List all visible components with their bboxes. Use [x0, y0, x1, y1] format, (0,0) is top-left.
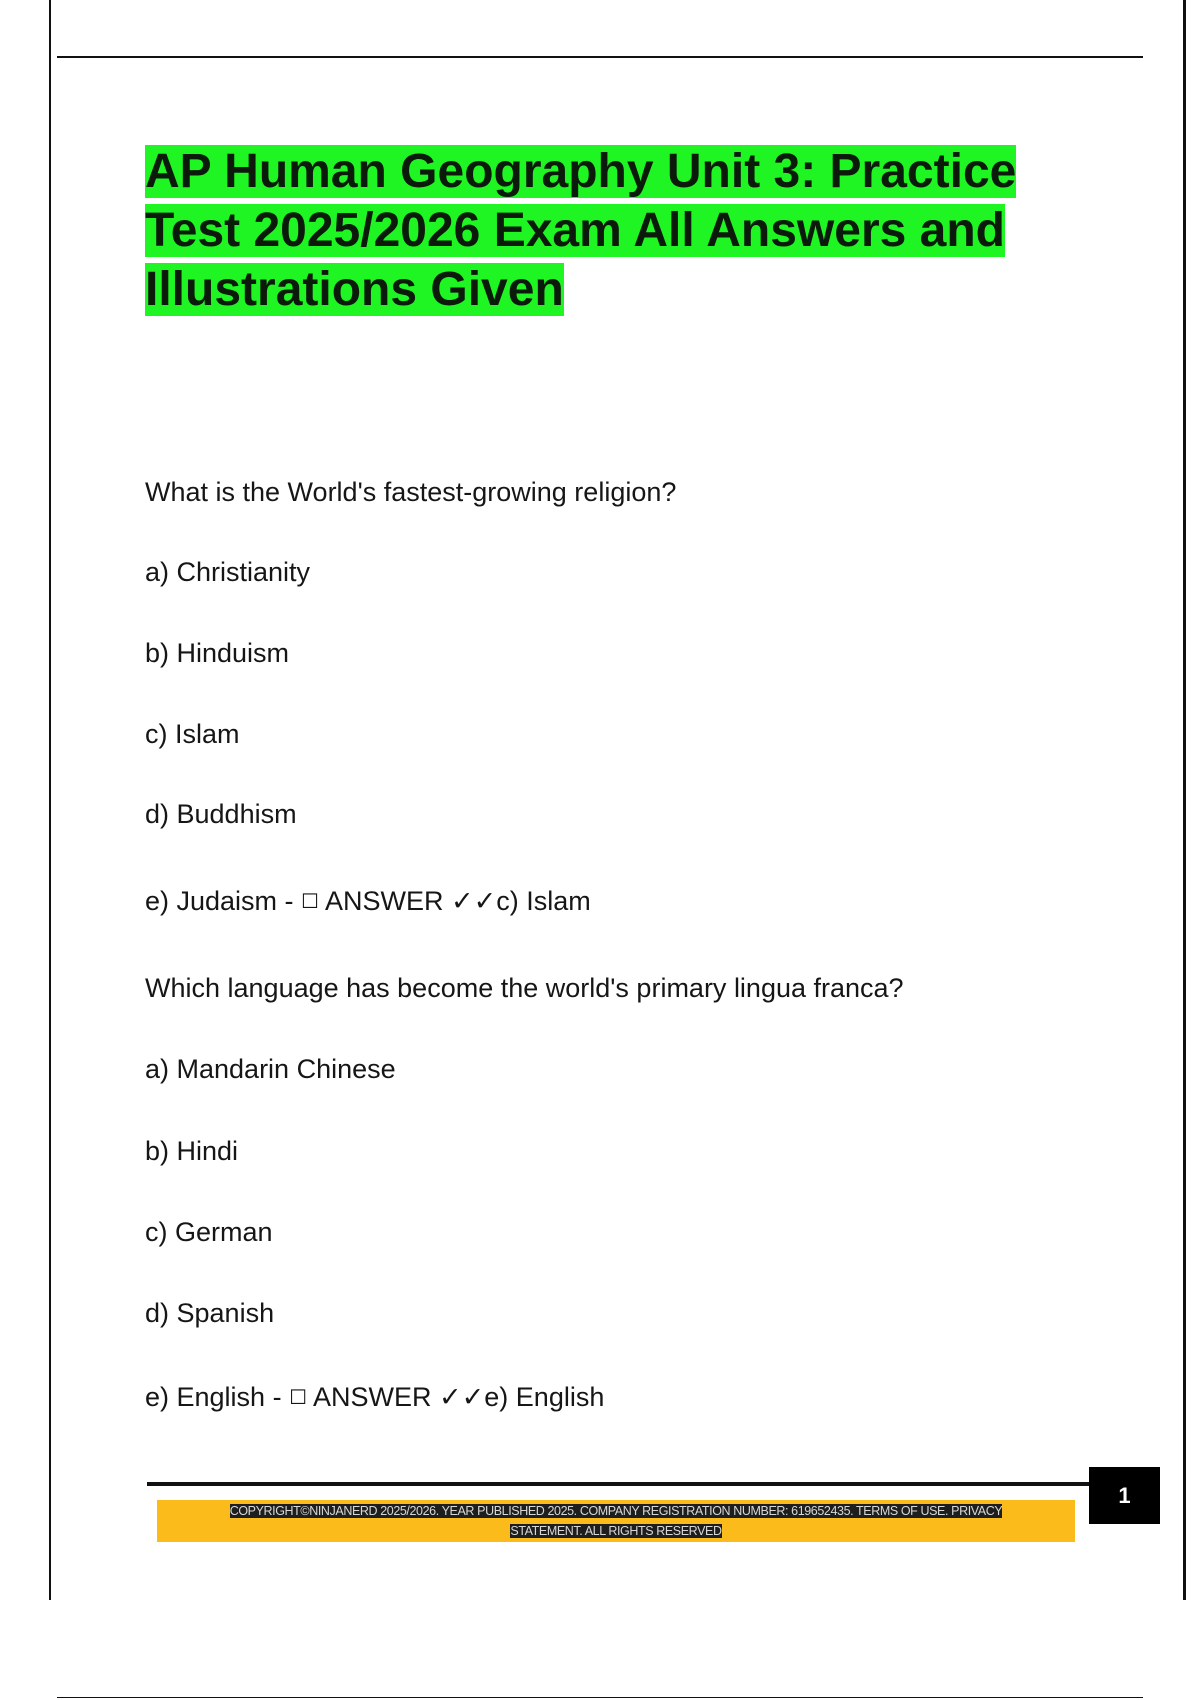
- option-e: e) English -: [145, 1382, 290, 1412]
- answer-label: ANSWER: [307, 1382, 440, 1412]
- correct-answer: c) Islam: [496, 886, 591, 916]
- question-text: What is the World's fastest-growing religion?: [145, 477, 677, 507]
- option-a: a) Christianity: [145, 557, 311, 587]
- page-number: 1: [1089, 1467, 1160, 1524]
- copyright-line-1: COPYRIGHT©NINJANERD 2025/2026. YEAR PUBLISHED 2025. COMPANY REGISTRATION NUMBER: 619652435. TERMS OF USE. PRIVACY: [229, 1504, 1003, 1518]
- option-d: d) Buddhism: [145, 799, 297, 829]
- footer-rule: [147, 1482, 1091, 1486]
- option-e: e) Judaism -: [145, 886, 302, 916]
- title-line-3: Illustrations Given: [145, 263, 564, 316]
- option-c: c) Islam: [145, 719, 240, 749]
- copyright-line-2: STATEMENT. ALL RIGHTS RESERVED: [510, 1524, 722, 1538]
- answer-box-icon: ☐: [301, 889, 319, 913]
- answer-box-icon: ☐: [289, 1385, 307, 1409]
- option-b: b) Hinduism: [145, 638, 290, 668]
- option-c: c) German: [145, 1217, 273, 1247]
- page-left-border: [49, 0, 51, 1600]
- answer-label: ANSWER: [318, 886, 452, 916]
- copyright-notice: [164, 1501, 1069, 1541]
- page-right-border: [1183, 0, 1186, 1600]
- checkmark-icon: ✓✓: [439, 1382, 485, 1413]
- header-rule: [57, 56, 1143, 58]
- checkmark-icon: ✓✓: [451, 886, 497, 917]
- next-page-rule: [57, 1697, 1143, 1698]
- document-title: [145, 142, 1025, 319]
- title-line-1: AP Human Geography Unit 3: Practice: [145, 145, 1017, 198]
- title-line-2: Test 2025/2026 Exam All Answers and: [145, 204, 1005, 257]
- option-e-with-answer: [145, 1381, 604, 1414]
- copyright-band: [157, 1500, 1075, 1542]
- option-a: a) Mandarin Chinese: [145, 1054, 396, 1084]
- option-d: d) Spanish: [145, 1298, 275, 1328]
- option-b: b) Hindi: [145, 1136, 239, 1166]
- option-e-with-answer: [145, 885, 591, 918]
- correct-answer: e) English: [484, 1382, 605, 1412]
- question-text: Which language has become the world's primary lingua franca?: [145, 973, 904, 1003]
